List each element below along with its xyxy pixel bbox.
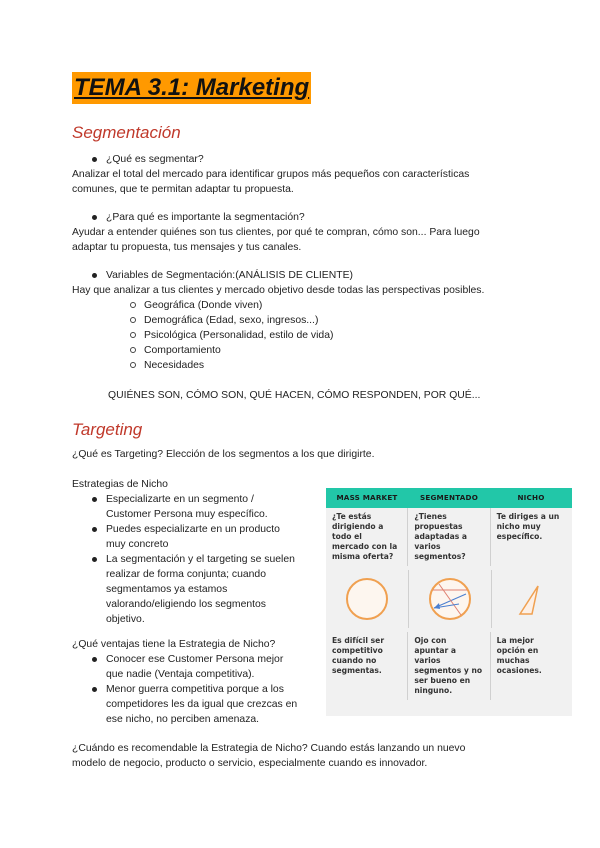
estrategia-line: objetivo. [106,614,145,625]
figure-shapes-row [326,570,572,628]
ventaja-item [72,682,342,727]
estrategia-line: valorando/eligiendo los segmentos [106,599,267,610]
ventaja-line: Conocer ese Customer Persona mejor [106,654,284,665]
question-variables: Variables de Segmentación:(ANÁLISIS DE CLIENTE) [72,268,532,283]
figure-text: segmentos? [414,552,466,561]
figure-text: ocasiones. [496,666,542,675]
estrategias-label: Estrategias de Nicho [72,479,168,490]
figure-text: propuestas [414,522,463,531]
estrategia-item [72,522,342,552]
figure-text: ser bueno en [414,676,471,685]
figure-text: segmentos y no [414,666,483,675]
cuando-line: modelo de negocio, producto o servicio, especialmente cuando es innovador. [72,758,428,769]
importancia-block [72,210,532,255]
answer-mass-market [326,632,407,700]
ventaja-line: que nadie (Ventaja competitiva). [106,669,255,680]
question-mass-market [326,508,407,566]
figure-text: segmentas. [332,666,382,675]
ventaja-line: Menor guerra competitiva porque a los [106,684,284,695]
estrategia-line: Puedes especializarte en un producto [106,524,280,535]
figure-text: Ojo con [414,636,447,645]
targeting-intro: ¿Qué es Targeting? Elección de los segmentos a los que dirigirte. [72,449,375,460]
page-title: TEMA 3.1: Marketing [72,72,311,104]
column-segmentado: SEGMENTADO [419,493,479,502]
estrategia-line: segmentamos ya estamos [106,584,228,595]
full-circle-icon [326,570,408,628]
figure-answers-row [326,632,572,700]
ventajas-question: ¿Qué ventajas tiene la Estrategia de Nicho? [72,639,276,650]
variable-item: Necesidades [72,358,532,373]
figure-text: varios [414,542,441,551]
cuando-block [72,741,542,771]
section-heading-targeting: Targeting [72,420,143,439]
question-nicho [490,508,572,566]
figure-text: ninguno. [414,686,453,695]
figure-text: Es difícil ser [332,636,385,645]
ventaja-line: ese nicho, no perciben amenaza. [106,714,260,725]
ventajas-block [72,637,342,727]
figure-questions-row [326,508,572,566]
figure-text: específico. [496,532,543,541]
answer-importancia-line: adaptar tu propuesta, tus mensajes y tus canales. [72,242,302,253]
variables-intro: Hay que analizar a tus clientes y mercado objetivo desde todas las perspectivas posibles. [72,285,485,296]
estrategia-item [72,492,342,522]
answer-segmentar-line: comunes, que te permitan adaptar tu propuesta. [72,184,294,195]
figure-text: mercado con la [332,542,398,551]
figure-text: adaptadas a [414,532,468,541]
ventaja-line: competidores les da igual que crezcas en [106,699,298,710]
figure-text: misma oferta? [332,552,394,561]
answer-importancia-line: Ayudar a entender quiénes son tus clientes, por qué te compran, cómo son... Para luego [72,227,480,238]
estrategia-line: La segmentación y el targeting se suelen [106,554,295,565]
estrategia-line: Especializarte en un segmento / [106,494,254,505]
niche-slice-icon [491,570,574,628]
figure-text: opción en [496,646,539,655]
figure-text: cuando no [332,656,377,665]
answer-nicho [490,632,572,700]
question-segmentar: ¿Qué es segmentar? [72,152,532,167]
variable-item: Demográfica (Edad, sexo, ingresos...) [72,313,532,328]
variable-item: Psicológica (Personalidad, estilo de vida) [72,328,532,343]
figure-text: apuntar a [414,646,456,655]
column-nicho: NICHO [517,493,545,502]
figure-text: todo el [332,532,362,541]
question-segmentado [407,508,489,566]
segmentacion-block [72,152,532,197]
variable-item: Geográfica (Donde viven) [72,298,532,313]
ventaja-item [72,652,342,682]
segmented-circle-icon [408,570,491,628]
answer-segmentar-line: Analizar el total del mercado para identificar grupos más pequeños con características [72,169,470,180]
estrategia-item [72,552,342,627]
estrategia-line: Customer Persona muy específico. [106,509,268,520]
figure-text: Te diriges a un [496,512,560,521]
question-importancia: ¿Para qué es importante la segmentación? [72,210,532,225]
variable-item: Comportamiento [72,343,532,358]
estrategias-block [72,477,342,627]
figure-text: nicho muy [496,522,541,531]
figure-text: ¿Tienes [414,512,447,521]
section-heading-segmentacion: Segmentación [72,123,181,142]
figure-text: La mejor [496,636,534,645]
figure-text: dirigiendo a [332,522,384,531]
estrategia-line: realizar de forma conjunta; cuando [106,569,266,580]
segmentacion-summary: QUIÉNES SON, CÓMO SON, QUÉ HACEN, CÓMO RESPONDEN, POR QUÉ... [108,390,481,401]
niche-strategy-figure [326,488,572,716]
estrategia-line: muy concreto [106,539,169,550]
cuando-line: ¿Cuándo es recomendable la Estrategia de Nicho? Cuando estás lanzando un nuevo [72,743,466,754]
answer-segmentado [407,632,489,700]
figure-text: varios [414,656,441,665]
figure-text: competitivo [332,646,383,655]
variables-block [72,268,532,373]
figure-header [326,488,572,508]
figure-text: muchas [496,656,530,665]
figure-text: ¿Te estás [332,512,372,521]
column-mass-market: MASS MARKET [336,493,398,502]
